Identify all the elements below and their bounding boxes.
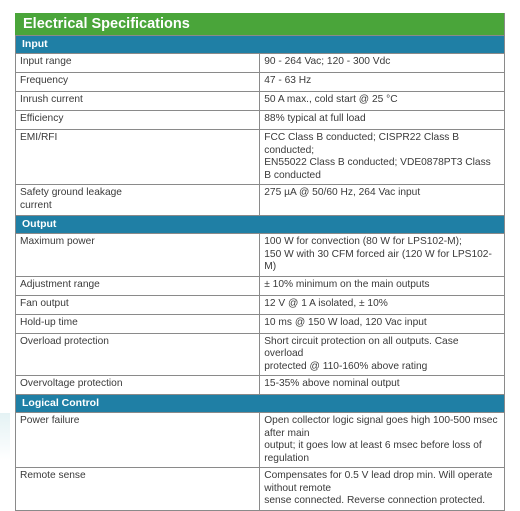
section-header <box>16 395 505 413</box>
spec-label: Adjustment range <box>16 276 260 295</box>
spec-value: FCC Class B conducted; CISPR22 Class B conducted; EN55022 Class B conducted; VDE0878PT3 Class B conducted <box>260 130 504 185</box>
page-edge-shading <box>0 413 10 461</box>
spec-label: EMI/RFI <box>16 130 260 185</box>
table-row <box>16 185 505 216</box>
spec-label: Hold-up time <box>16 314 260 333</box>
table-row <box>16 333 505 376</box>
spec-label: Power failure <box>16 413 260 468</box>
spec-value: 47 - 63 Hz <box>260 73 504 92</box>
spec-label: Fan output <box>16 295 260 314</box>
spec-label: Efficiency <box>16 111 260 130</box>
table-title: Electrical Specifications <box>15 13 504 35</box>
spec-value: 88% typical at full load <box>260 111 504 130</box>
table-row <box>16 376 505 395</box>
table-row <box>16 130 505 185</box>
electrical-specifications-table <box>15 13 505 511</box>
section-title: Input <box>16 36 505 54</box>
table-row <box>16 468 505 510</box>
spec-value: ± 10% minimum on the main outputs <box>260 276 504 295</box>
spec-value: 90 - 264 Vac; 120 - 300 Vdc <box>260 54 504 73</box>
spec-label: Overload protection <box>16 333 260 376</box>
table-row <box>16 413 505 468</box>
spec-value: 100 W for convection (80 W for LPS102-M); 150 W with 30 CFM forced air (120 W for LPS102-M) <box>260 234 504 277</box>
spec-value: 50 A max., cold start @ 25 °C <box>260 92 504 111</box>
spec-value: 275 µA @ 50/60 Hz, 264 Vac input <box>260 185 504 216</box>
spec-label: Maximum power <box>16 234 260 277</box>
spec-value: 12 V @ 1 A isolated, ± 10% <box>260 295 504 314</box>
spec-value: Short circuit protection on all outputs. Case overload protected @ 110-160% above rating <box>260 333 504 376</box>
section-title: Logical Control <box>16 395 505 413</box>
spec-label: Overvoltage protection <box>16 376 260 395</box>
spec-label: Safety ground leakage current <box>16 185 260 216</box>
table-row <box>16 276 505 295</box>
table-row <box>16 92 505 111</box>
section-title: Output <box>16 216 505 234</box>
spec-label: Frequency <box>16 73 260 92</box>
spec-label: Remote sense <box>16 468 260 510</box>
spec-value: Open collector logic signal goes high 100-500 msec after main output; it goes low at least 6 msec before loss of regulation <box>260 413 504 468</box>
spec-value: 10 ms @ 150 W load, 120 Vac input <box>260 314 504 333</box>
table-row <box>16 73 505 92</box>
table-row <box>16 295 505 314</box>
spec-grid <box>15 35 504 510</box>
table-row <box>16 111 505 130</box>
spec-label: Inrush current <box>16 92 260 111</box>
spec-value: 15-35% above nominal output <box>260 376 504 395</box>
spec-label: Input range <box>16 54 260 73</box>
table-row <box>16 314 505 333</box>
section-header <box>16 36 505 54</box>
table-row <box>16 234 505 277</box>
spec-value: Compensates for 0.5 V lead drop min. Will operate without remote sense connected. Reverse connection protected. <box>260 468 504 510</box>
section-header <box>16 216 505 234</box>
table-row <box>16 54 505 73</box>
